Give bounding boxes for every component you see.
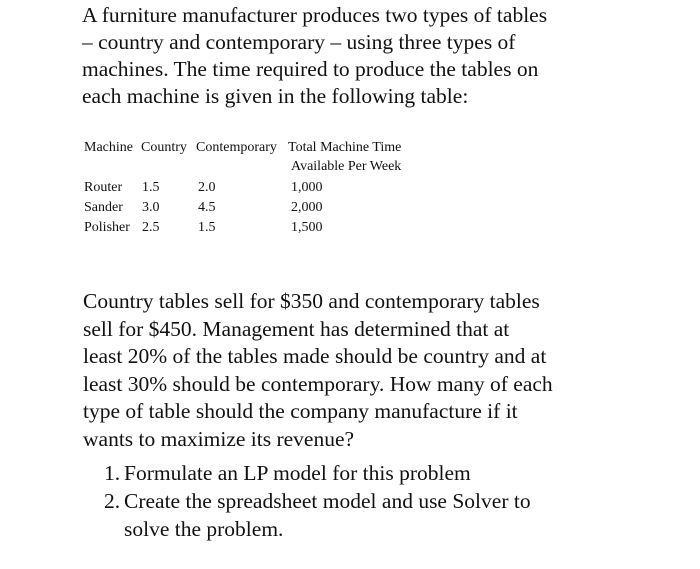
intro-line: machines. The time required to produce the tables on	[82, 57, 539, 81]
problem-line: least 20% of the tables made should be country and at	[83, 344, 547, 369]
header-machine: Machine	[84, 140, 133, 155]
header-total-line2: Available Per Week	[291, 159, 402, 174]
problem-line: type of table should the company manufacture if it	[83, 399, 518, 424]
header-country: Country	[141, 140, 187, 155]
task-list	[104, 459, 531, 543]
task-text: solve the problem.	[124, 517, 284, 541]
intro-line: each machine is given in the following table:	[82, 84, 469, 108]
intro-line: – country and contemporary – using three types of	[82, 30, 516, 54]
problem-line: wants to maximize its revenue?	[83, 426, 355, 451]
task-number: 1.	[104, 461, 121, 485]
row-sander-country: 3.0	[142, 200, 160, 215]
row-router-machine: Router	[84, 180, 123, 195]
row-polisher-total: 1,500	[291, 220, 323, 235]
row-sander-contemporary: 4.5	[198, 200, 216, 215]
header-total-line1: Total Machine Time	[288, 140, 402, 155]
row-polisher-country: 2.5	[142, 220, 160, 235]
problem-line: Country tables sell for $350 and contemporary tables	[83, 289, 540, 313]
row-router-country: 1.5	[142, 180, 160, 195]
intro-line: A furniture manufacturer produces two types of tables	[82, 3, 548, 27]
task-text: Formulate an LP model for this problem	[124, 461, 471, 485]
problem-line: least 30% should be contemporary. How many of each	[83, 371, 553, 396]
task-number: 2.	[104, 489, 121, 513]
row-polisher-contemporary: 1.5	[198, 220, 216, 235]
task-item-2	[104, 487, 531, 543]
row-sander-machine: Sander	[84, 200, 123, 215]
problem-line: sell for $450. Management has determined that at	[83, 316, 510, 341]
header-contemporary: Contemporary	[196, 140, 277, 155]
row-router-total: 1,000	[291, 180, 323, 195]
row-router-contemporary: 2.0	[198, 180, 216, 195]
intro-paragraph	[82, 2, 642, 110]
task-text: Create the spreadsheet model and use Solver to	[124, 489, 531, 513]
task-item-1	[104, 459, 531, 487]
problem-paragraph	[83, 288, 663, 454]
row-polisher-machine: Polisher	[84, 220, 130, 235]
row-sander-total: 2,000	[291, 200, 323, 215]
